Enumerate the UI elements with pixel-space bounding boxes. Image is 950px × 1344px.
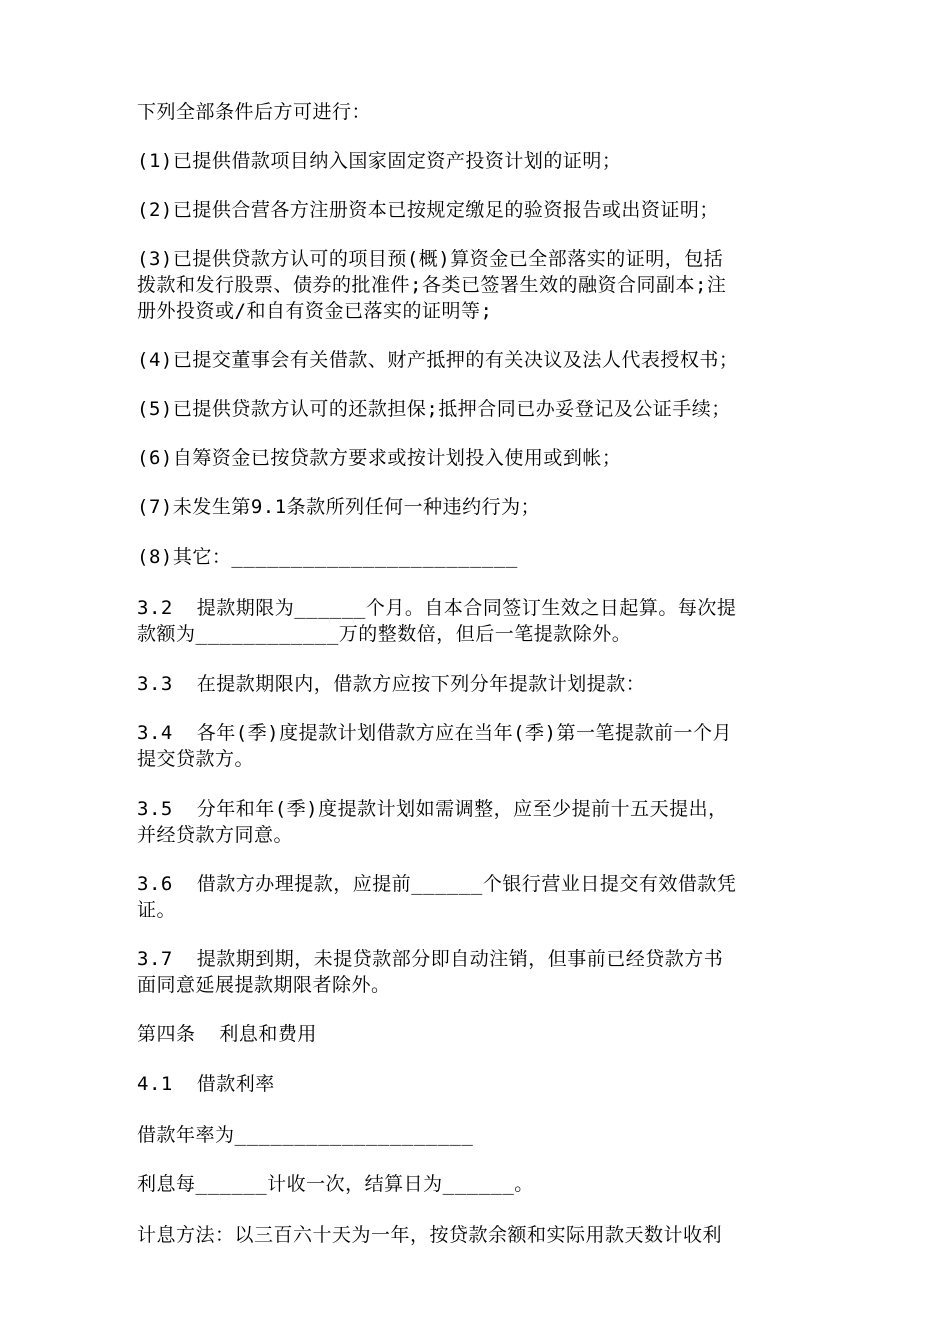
doc-line-clause-4-1: 4.1 借款利率: [137, 1073, 275, 1095]
doc-line-annual-rate: 借款年率为____________________: [137, 1124, 474, 1146]
doc-line-condition-2: (2)已提供合营各方注册资本已按规定缴足的验资报告或出资证明；: [137, 199, 719, 221]
doc-line-condition-3c: 册外投资或/和自有资金已落实的证明等;: [137, 300, 493, 322]
doc-line-condition-6: (6)自筹资金已按贷款方要求或按计划投入使用或到帐；: [137, 447, 622, 469]
doc-line-condition-3a: (3)已提供贷款方认可的项目预(概)算资金已全部落实的证明，包括: [137, 248, 724, 270]
doc-line-clause-3-6b: 证。: [137, 899, 177, 921]
doc-line-clause-3-2a: 3.2 提款期限为______个月。自本合同签订生效之日起算。每次提: [137, 597, 737, 619]
doc-line-clause-3-7b: 面同意延展提款期限者除外。: [137, 974, 391, 996]
doc-line-condition-8: (8)其它：________________________: [137, 546, 518, 568]
doc-line-condition-1: (1)已提供借款项目纳入国家固定资产投资计划的证明；: [137, 150, 622, 172]
doc-line-clause-3-4b: 提交贷款方。: [137, 748, 255, 770]
doc-line-clause-3-4a: 3.4 各年(季)度提款计划借款方应在当年(季)第一笔提款前一个月: [137, 722, 732, 744]
doc-line-interest-method: 计息方法：以三百六十天为一年，按贷款余额和实际用款天数计收利: [137, 1224, 723, 1246]
doc-line-condition-3b: 拨款和发行股票、债券的批准件;各类已签署生效的融资合同副本;注: [137, 274, 727, 296]
doc-line-article-4-title: 第四条 利息和费用: [137, 1023, 317, 1045]
doc-line-clause-3-5a: 3.5 分年和年(季)度提款计划如需调整，应至少提前十五天提出，: [137, 798, 728, 820]
doc-line-condition-4: (4)已提交董事会有关借款、财产抵押的有关决议及法人代表授权书；: [137, 349, 739, 371]
doc-line-clause-3-6a: 3.6 借款方办理提款，应提前______个银行营业日提交有效借款凭: [137, 873, 737, 895]
doc-line-condition-5: (5)已提供贷款方认可的还款担保;抵押合同已办妥登记及公证手续；: [137, 398, 731, 420]
doc-line-clause-3-3: 3.3 在提款期限内，借款方应按下列分年提款计划提款：: [137, 673, 646, 695]
doc-line-intro: 下列全部条件后方可进行：: [137, 101, 372, 123]
doc-line-clause-3-2b: 款额为____________万的整数倍，但后一笔提款除外。: [137, 623, 632, 645]
doc-line-condition-7: (7)未发生第9.1条款所列任何一种违约行为；: [137, 496, 541, 518]
doc-line-clause-3-5b: 并经贷款方同意。: [137, 824, 294, 846]
doc-line-clause-3-7a: 3.7 提款期到期，未提贷款部分即自动注销，但事前已经贷款方书: [137, 948, 724, 970]
doc-line-interest-cycle: 利息每______计收一次，结算日为______。: [137, 1173, 534, 1195]
